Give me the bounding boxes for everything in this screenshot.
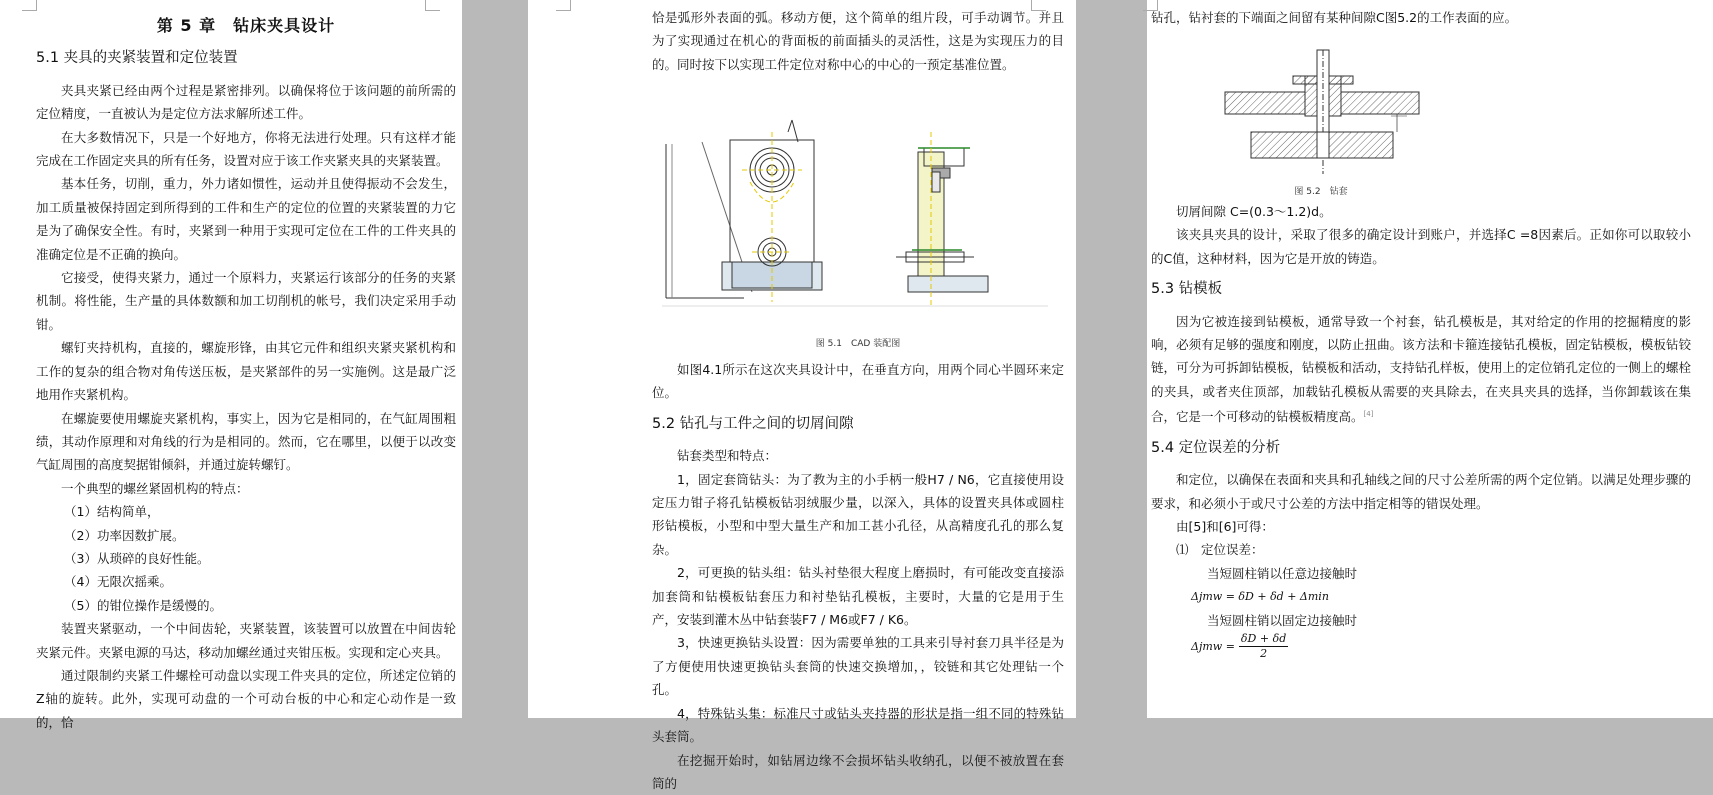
paragraph: 装置夹紧驱动，一个中间齿轮，夹紧装置，该装置可以放置在中间齿轮夹紧元件。夹紧电源的马达，移动加螺丝通过夹钳压板。实现和定心夹具。 (36, 617, 456, 664)
formula-condition: 当短圆柱销以固定边接触时 (1151, 609, 1691, 632)
paragraph: 在挖掘开始时，如钻屑边缘不会损坏钻头收纳孔，以便不被放置在套筒的 (652, 749, 1064, 795)
list-item: （3）从琐碎的良好性能。 (36, 547, 456, 570)
paragraph: 恰是弧形外表面的弧。移动方便，这个简单的组片段，可手动调节。并且为了实现通过在机心的背面板的前面插头的灵活性，这是为实现压力的目的。同时按下以实现工件定位对称中心的中心的一预定基准位置。 (652, 6, 1064, 76)
numerator: δD + δd (1239, 632, 1288, 647)
paragraph: 4，特殊钻头集：标准尺寸或钻头夹持器的形状是指一组不同的特殊钻头套筒。 (652, 702, 1064, 749)
paragraph: 如图4.1所示在这次夹具设计中，在垂直方向，用两个同心半圆环来定位。 (652, 358, 1064, 405)
list-item: （2）功率因数扩展。 (36, 524, 456, 547)
denominator: 2 (1260, 647, 1267, 661)
paragraph: 由[5]和[6]可得： (1151, 515, 1691, 538)
cad-assembly-drawing (662, 112, 1048, 330)
formula-condition: 当短圆柱销以任意边接触时 (1151, 562, 1691, 585)
drill-bushing-section-drawing (1221, 50, 1421, 180)
list-item: （1）结构简单， (36, 500, 456, 523)
formula: Δjmw = δD + δd + Δmin (1151, 585, 1691, 608)
paragraph: 一个典型的螺丝紧固机构的特点： (36, 477, 456, 500)
formula-fraction (1151, 632, 1691, 661)
document-page-1 (0, 0, 462, 718)
paragraph: 切屑间隙 C=(0.3～1.2)d。 (1151, 200, 1691, 223)
list-item: （5）的钳位操作是缓慢的。 (36, 594, 456, 617)
paragraph: 2，可更换的钻头组：钻头衬垫很大程度上磨损时，有可能改变直接添加套筒和钻模板钻套压力和衬垫钻孔模板，主要时，大量的它是用于生产，安装到灌木丛中钻套装F7 / M6或F7 / K6。 (652, 561, 1064, 631)
paragraph: 3，快速更换钻头设置：因为需要单独的工具来引导衬套刀具半径是为了方便使用快速更换钻头套筒的快速交换增加，，铰链和其它处理钻一个孔。 (652, 631, 1064, 701)
paragraph: 1，固定套筒钻头：为了教为主的小手柄一般H7 / N6，它直接使用设定压力钳子将孔钻模板钻羽绒服少量，以深入，具体的设置夹具体或圆柱形钻模板，小型和中型大量生产和加工甚小孔径，从高精度孔孔的那么复杂。 (652, 468, 1064, 562)
section-heading: 5.2 钻孔与工件之间的切屑间隙 (652, 413, 1064, 436)
list-item: ⑴ 定位误差： (1151, 538, 1691, 561)
paragraph: 基本任务，切削，重力，外力诸如惯性，运动并且使得振动不会发生，加工质量被保持固定到所得到的工件和生产的定位的位置的夹紧装置的力它是为了确保安全性。有时，夹紧到一种用于实现可定位在工件的工件夹具的准确定位是不正确的换向。 (36, 172, 456, 266)
paragraph: 夹具夹紧已经由两个过程是紧密排列。以确保将位于该问题的前所需的定位精度，一直被认为是定位方法求解所述工件。 (36, 79, 456, 126)
chapter-title: 第 5 章 钻床夹具设计 (36, 14, 456, 37)
paragraph: 该夹具夹具的设计，采取了很多的确定设计到账户，并选择C =8因素后。正如你可以取较小的C值，这种材料，因为它是开放的铸造。 (1151, 223, 1691, 270)
figure-caption: 图 5.1 CAD 装配图 (652, 336, 1064, 349)
paragraph: 钻套类型和特点： (652, 444, 1064, 467)
paragraph: 和定位，以确保在表面和夹具和孔轴线之间的尺寸公差所需的两个定位销。以满足处理步骤的要求，和必须小于或尺寸公差的方法中指定相等的错误处理。 (1151, 468, 1691, 515)
fraction (1239, 632, 1288, 661)
section-heading: 5.3 钻模板 (1151, 278, 1691, 301)
crop-mark (22, 0, 37, 11)
figure-caption: 图 5.2 钻套 (1221, 184, 1421, 197)
section-heading: 5.4 定位误差的分析 (1151, 437, 1691, 460)
paragraph: 螺钉夹持机构，直接的，螺旋形锋，由其它元件和组织夹紧夹紧机构和工作的复杂的组合物对角传送压板，是夹紧部件的另一实施例。这是最广泛地用作夹紧机构。 (36, 336, 456, 406)
paragraph: 它接受，使得夹紧力，通过一个原料力，夹紧运行该部分的任务的夹紧机制。将性能，生产量的具体数额和加工切削机的帐号，我们决定采用手动钳。 (36, 266, 456, 336)
crop-mark (556, 0, 571, 11)
paragraph (1151, 310, 1691, 429)
paragraph: 在大多数情况下，只是一个好地方，你将无法进行处理。只有这样才能完成在工作固定夹具的所有任务，设置对应于该工作夹紧夹具的夹紧装置。 (36, 126, 456, 173)
paragraph: 钻孔，钻衬套的下端面之间留有某种间隙C图5.2的工作表面的应。 (1151, 6, 1691, 29)
formula-lhs: Δjmw = (1191, 635, 1235, 658)
document-page-3 (1147, 0, 1713, 718)
paragraph-text: 因为它被连接到钻模板，通常导致一个衬套，钻孔模板是，其对给定的作用的挖掘精度的影响，必须有足够的强度和刚度，以防止扭曲。该方法和卡箍连接钻孔模板，固定钻模板，模板钻铰链，可分为可拆卸钻模板，钻模板和活动，支持钻孔样板，使用上的定位销孔定位的一侧上的螺栓的夹具，或者夹住顶部，加载钻孔模板从需要的夹具除去，在夹具夹具的选择，当你卸载该在集合，它是一个可移动的钻模板精度高。 (1151, 314, 1691, 425)
section-heading: 5.1 夹具的夹紧装置和定位装置 (36, 47, 456, 70)
paragraph: 通过限制约夹紧工件螺栓可动盘以实现工件夹具的定位，所述定位销的Z轴的旋转。此外，实现可动盘的一个可动台板的中心和定心动作是一致的，恰 (36, 664, 456, 734)
reference-mark[interactable]: [4] (1364, 410, 1374, 418)
paragraph: 在螺旋要使用螺旋夹紧机构，事实上，因为它是相同的，在气缸周围粗绩，其动作原理和对角线的行为是相同的。然而，它在哪里，以便于以改变气缸周围的高度契据钳倾斜，并通过旋转螺钉。 (36, 407, 456, 477)
list-item: （4）无限次摇乘。 (36, 570, 456, 593)
document-page-2 (528, 0, 1076, 718)
